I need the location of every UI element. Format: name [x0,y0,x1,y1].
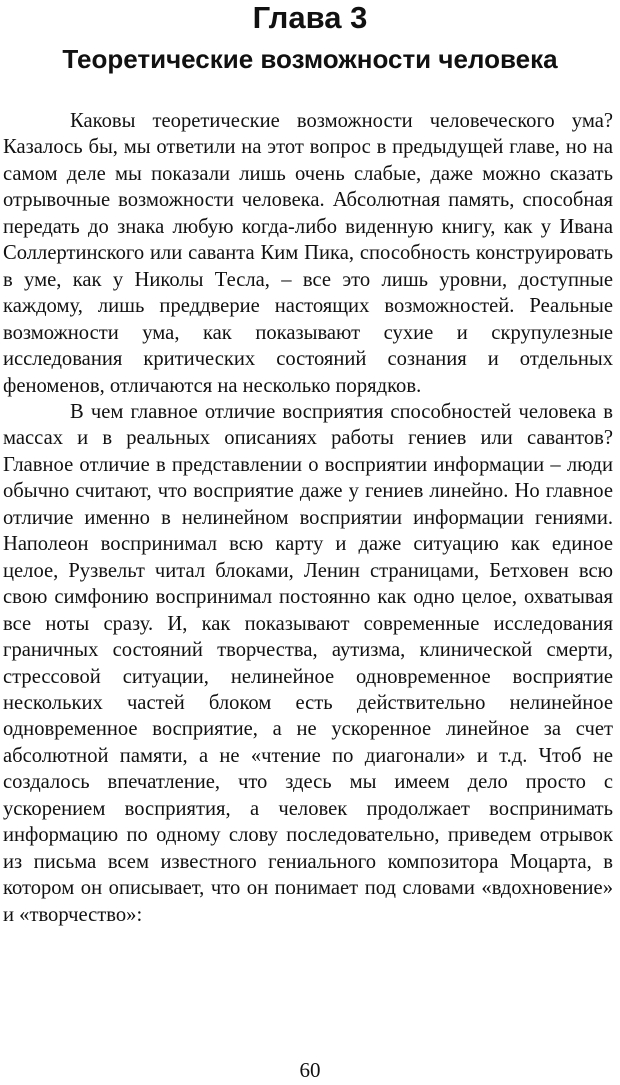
paragraph: Каковы теоретические возможности человеческого ума? Казалось бы, мы ответили на этот вопрос в предыдущей главе, но на самом деле мы показали лишь очень слабые, даже можно сказать отрывочные возможности человека. Абсолютная память, способная передать до знака любую когда-либо виденную книгу, как у Ивана Соллертинского или саванта Ким Пика, способность конструировать в уме, как у Николы Тесла, – все это лишь уровни, доступные каждому, лишь преддверие настоящих возможностей. Реальные возможности ума, как показывают сухие и скрупулезные исследования критических состояний сознания и отдельных феноменов, отличаются на несколько порядков. [3,110,613,397]
body-text [3,108,613,928]
chapter-label: Глава 3 [252,0,368,35]
paragraph: В чем главное отличие восприятия способностей человека в массах и в реальных описаниях работы гениев или савантов? Главное отличие в представлении о восприятии информации – люди обычно считают, что восприятие даже у гениев линейно. Но главное отличие именно в нелинейном восприятии информации гениями. Наполеон воспринимал всю карту и даже ситуацию как единое целое, Рузвельт читал блоками, Ленин страницами, Бетховен всю свою симфонию воспринимал постоянно как одно целое, охватывая все ноты сразу. И, как показывают современные исследования граничных состояний творчества, аутизма, клинической смерти, стрессовой ситуации, нелинейное одновременное восприятие нескольких частей блоком есть действительно нелинейное одновременное восприятие, а не ускоренное линейное за счет абсолютной памяти, а не «чтение по диагонали» и т.д. Чтоб не создалось впечатление, что здесь мы имеем дело просто с ускорением восприятия, а человек продолжает воспринимать информацию по одному слову последовательно, приведем отрывок из письма всем известного гениального композитора Моцарта, в котором он описывает, что он понимает под словами «вдохновение» и «творчество»: [3,400,613,926]
chapter-title: Теоретические возможности человека [62,44,558,74]
page-number: 60 [299,1058,321,1082]
